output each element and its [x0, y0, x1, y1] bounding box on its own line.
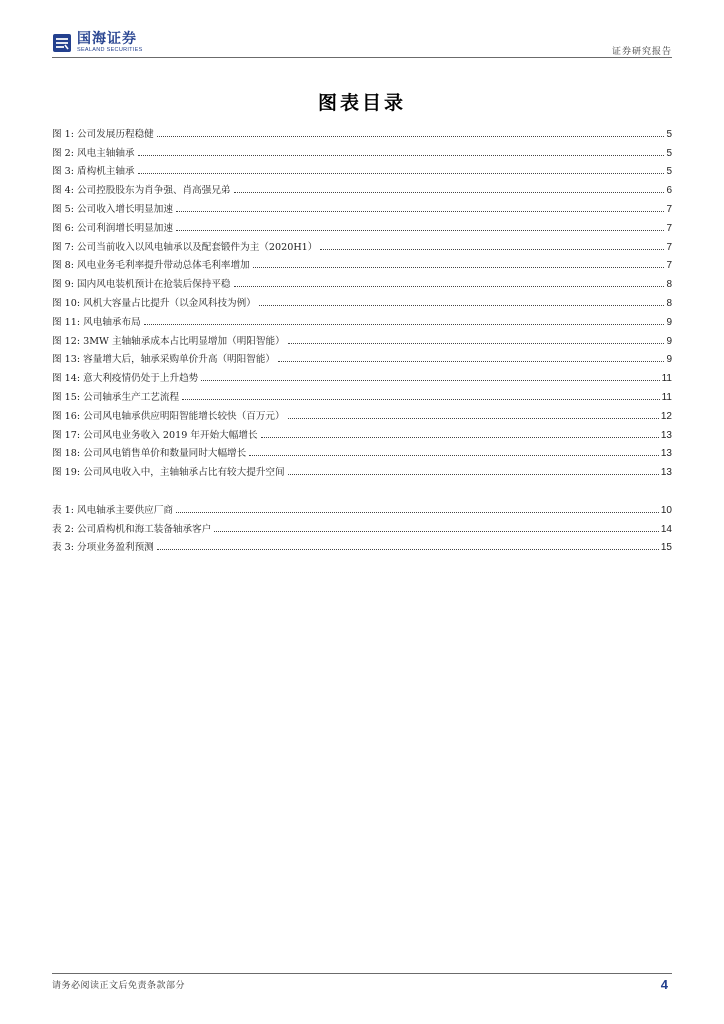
figure-entry[interactable]: [52, 234, 672, 253]
table-list: [52, 497, 672, 553]
figure-entry-label[interactable]: 图 14: 意大利疫情仍处于上升趋势: [52, 373, 199, 385]
figure-entry-label[interactable]: 图 13: 容量增大后，轴承采购单价升高（明阳智能）: [52, 354, 276, 366]
table-entry-label[interactable]: 表 1: 风电轴承主要供应厂商: [52, 504, 173, 516]
table-entry-label[interactable]: 表 3: 分项业务盈利预测: [52, 542, 154, 554]
figure-entry[interactable]: [52, 365, 672, 384]
dot-leader: [234, 191, 665, 193]
page-header: [52, 30, 672, 58]
figure-entry[interactable]: [52, 459, 672, 478]
figure-entry[interactable]: [52, 159, 672, 178]
table-entry[interactable]: [52, 535, 672, 554]
figure-entry-page[interactable]: 7: [666, 241, 672, 253]
dot-leader: [214, 530, 659, 532]
figure-entry-label[interactable]: 图 4: 公司控股股东为肖争强、肖高强兄弟: [52, 185, 231, 197]
figure-entry[interactable]: [52, 290, 672, 309]
figure-entry[interactable]: [52, 253, 672, 272]
figure-entry[interactable]: [52, 177, 672, 196]
figure-entry-label[interactable]: 图 18: 公司风电销售单价和数量同时大幅增长: [52, 448, 247, 460]
figure-entry[interactable]: [52, 271, 672, 290]
figure-entry-label[interactable]: 图 17: 公司风电业务收入 2019 年开始大幅增长: [52, 429, 258, 441]
figure-entry-label[interactable]: 图 19: 公司风电收入中，主轴轴承占比有较大提升空间: [52, 467, 285, 479]
dot-leader: [176, 210, 664, 212]
dot-leader: [253, 266, 665, 268]
figure-entry-page[interactable]: 5: [666, 128, 672, 140]
dot-leader: [259, 304, 665, 306]
header-divider: [52, 57, 672, 58]
figure-entry-page[interactable]: 11: [661, 391, 672, 403]
dot-leader: [320, 248, 664, 250]
figure-entry[interactable]: [52, 403, 672, 422]
figure-entry-page[interactable]: 7: [666, 203, 672, 215]
figure-entry[interactable]: [52, 140, 672, 159]
figure-entry-page[interactable]: 8: [666, 279, 672, 291]
dot-leader: [182, 398, 660, 400]
dot-leader: [176, 229, 664, 231]
figure-entry-page[interactable]: 11: [661, 373, 672, 385]
figure-entry-page[interactable]: 7: [666, 222, 672, 234]
figure-entry-page[interactable]: 5: [666, 147, 672, 159]
figure-entry-label[interactable]: 图 9: 国内风电装机预计在抢装后保持平稳: [52, 279, 231, 291]
company-logo: [52, 32, 143, 54]
figure-entry-label[interactable]: 图 1: 公司发展历程稳健: [52, 128, 154, 140]
dot-leader: [144, 323, 665, 325]
figure-entry-label[interactable]: 图 5: 公司收入增长明显加速: [52, 203, 173, 215]
dot-leader: [249, 454, 659, 456]
report-type-label: 证券研究报告: [611, 47, 672, 57]
figure-entry-label[interactable]: 图 16: 公司风电轴承供应明阳智能增长较快（百万元）: [52, 410, 285, 422]
figure-entry-label[interactable]: 图 10: 风机大容量占比提升（以金风科技为例）: [52, 297, 256, 309]
figure-entry-label[interactable]: 图 7: 公司当前收入以风电轴承以及配套锻件为主（2020H1）: [52, 241, 318, 253]
dot-leader: [157, 548, 659, 550]
table-entry-page[interactable]: 10: [660, 504, 672, 516]
figure-entry-page[interactable]: 9: [666, 316, 672, 328]
dot-leader: [288, 473, 659, 475]
company-name-en: SEALAND SECURITIES: [77, 47, 143, 53]
figure-entry[interactable]: [52, 215, 672, 234]
figure-entry-label[interactable]: 图 3: 盾构机主轴承: [52, 166, 135, 178]
figure-entry-label[interactable]: 图 8: 风电业务毛利率提升带动总体毛利率增加: [52, 260, 250, 272]
page-title: 图表目录: [317, 92, 406, 114]
figure-entry[interactable]: [52, 121, 672, 140]
figure-entry[interactable]: [52, 441, 672, 460]
figure-entry-page[interactable]: 9: [666, 354, 672, 366]
figure-list: [52, 121, 672, 478]
figure-entry-label[interactable]: 图 12: 3MW 主轴轴承成本占比明显增加（明阳智能）: [52, 335, 285, 347]
figure-entry[interactable]: [52, 309, 672, 328]
sealand-logo-icon: [52, 33, 72, 53]
dot-leader: [234, 285, 665, 287]
dot-leader: [278, 360, 664, 362]
dot-leader: [176, 511, 659, 513]
figure-entry-page[interactable]: 5: [666, 166, 672, 178]
figure-entry-page[interactable]: 7: [666, 260, 672, 272]
disclaimer-note: 请务必阅读正文后免责条款部分: [52, 981, 186, 991]
figure-entry[interactable]: [52, 384, 672, 403]
figure-entry[interactable]: [52, 422, 672, 441]
dot-leader: [138, 172, 665, 174]
figure-entry-page[interactable]: 9: [666, 335, 672, 347]
figure-entry[interactable]: [52, 196, 672, 215]
page-number: 4: [660, 977, 668, 992]
figure-entry-page[interactable]: 8: [666, 297, 672, 309]
figure-entry-label[interactable]: 图 15: 公司轴承生产工艺流程: [52, 391, 180, 403]
company-name-cn: 国海证券: [77, 31, 137, 47]
dot-leader: [157, 135, 665, 137]
dot-leader: [201, 379, 659, 381]
figure-entry[interactable]: [52, 328, 672, 347]
table-entry-page[interactable]: 14: [660, 523, 672, 535]
table-entry-page[interactable]: 15: [660, 542, 672, 554]
table-entry-label[interactable]: 表 2: 公司盾构机和海工装备轴承客户: [52, 523, 212, 535]
figure-entry-label[interactable]: 图 6: 公司利润增长明显加速: [52, 222, 173, 234]
footer-divider: [52, 973, 672, 974]
dot-leader: [288, 417, 659, 419]
figure-entry-label[interactable]: 图 2: 风电主轴轴承: [52, 147, 135, 159]
table-entry[interactable]: [52, 516, 672, 535]
dot-leader: [288, 342, 665, 344]
figure-entry-page[interactable]: 13: [660, 467, 672, 479]
table-entry[interactable]: [52, 497, 672, 516]
figure-entry-page[interactable]: 12: [660, 410, 672, 422]
figure-entry[interactable]: [52, 347, 672, 366]
figure-entry-label[interactable]: 图 11: 风电轴承布局: [52, 316, 141, 328]
dot-leader: [261, 436, 659, 438]
figure-entry-page[interactable]: 13: [660, 448, 672, 460]
figure-entry-page[interactable]: 13: [660, 429, 672, 441]
dot-leader: [138, 154, 665, 156]
figure-entry-page[interactable]: 6: [666, 185, 672, 197]
